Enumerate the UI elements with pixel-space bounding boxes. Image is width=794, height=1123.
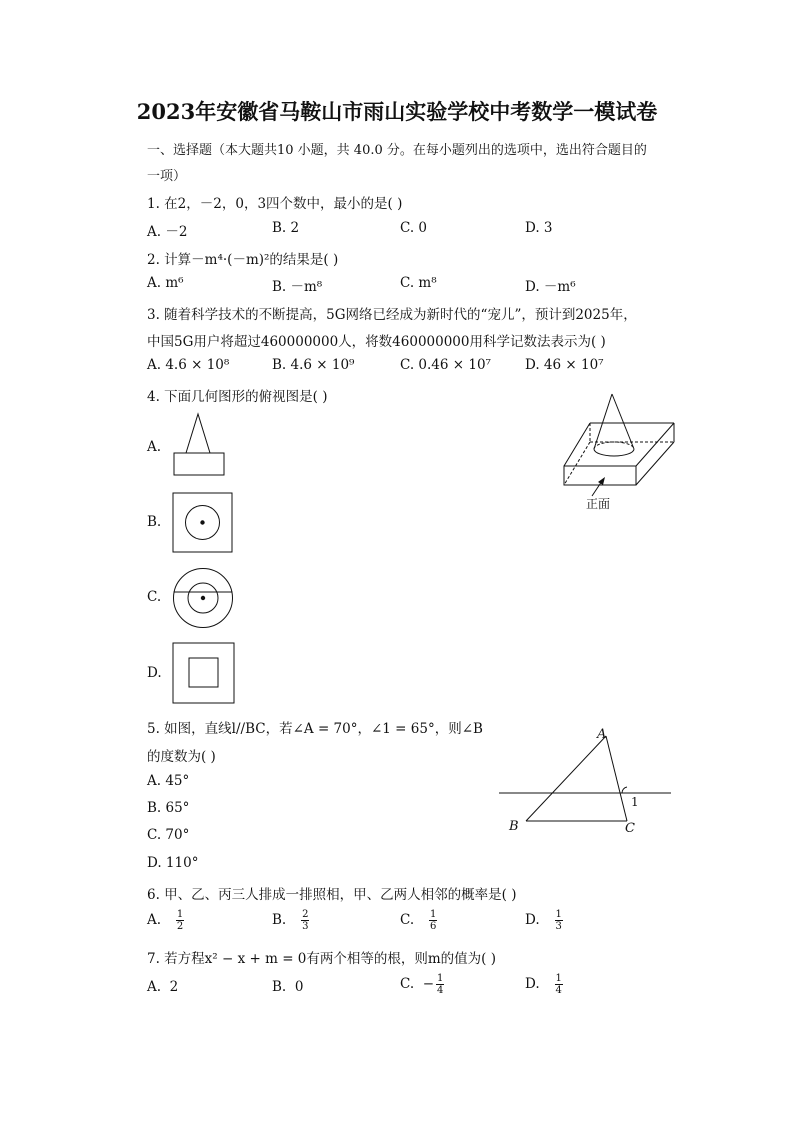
q7-option-b: B. 0 — [272, 979, 304, 995]
q4-solid-figure — [560, 392, 676, 516]
question-3-stem-line2: 中国5G用户将超过460000000人，将数460000000用科学记数法表示为( ) — [147, 334, 606, 350]
question-6-stem: 6. 甲、乙、丙三人排成一排照相，甲、乙两人相邻的概率是( ) — [147, 887, 517, 903]
question-3-stem-line1: 3. 随着科学技术的不断提高，5G网络已经成为新时代的“宠儿”，预计到2025年， — [147, 307, 637, 323]
q2-option-a: A. m⁶ — [147, 275, 184, 291]
q2-option-b: B. －m⁸ — [272, 279, 323, 295]
vertex-c-label: C — [625, 821, 635, 836]
fraction: $\frac{1}{3}$ — [555, 909, 562, 932]
front-view-label: 正面 — [586, 497, 611, 511]
q6-option-a: A. $\frac{1}{2}$ — [147, 909, 184, 932]
vertex-b-label: B — [509, 819, 519, 834]
question-5-stem-line2: 的度数为( ) — [147, 749, 216, 765]
q4-option-b-figure — [172, 492, 234, 554]
question-5-stem-line1: 5. 如图，直线l//BC，若∠A = 70°，∠1 = 65°，则∠B — [147, 721, 483, 737]
page-title: 2023年安徽省马鞍山市雨山实验学校中考数学一模试卷 — [136, 99, 658, 124]
fraction: $\frac{2}{3}$ — [302, 909, 309, 932]
question-4-stem: 4. 下面几何图形的俯视图是( ) — [147, 389, 328, 405]
q1-option-d: D. 3 — [525, 220, 553, 236]
angle-1-label: 1 — [631, 795, 639, 809]
q5-option-a: A. 45° — [147, 773, 190, 789]
fraction: $\frac{1}{2}$ — [176, 909, 184, 932]
q1-option-c: C. 0 — [400, 220, 428, 236]
section-heading: 一、选择题（本大题共10 小题，共 40.0 分。在每小题列出的选项中，选出符合题目的 — [147, 143, 647, 158]
vertex-a-label: A — [597, 727, 607, 742]
q2-option-c: C. m⁸ — [400, 275, 437, 291]
q5-option-c: C. 70° — [147, 827, 190, 843]
section-heading-cont: 一项） — [147, 169, 187, 184]
q3-option-b: B. 4.6 × 10⁹ — [272, 357, 355, 373]
q3-option-c: C. 0.46 × 10⁷ — [400, 357, 491, 373]
question-7-stem: 7. 若方程x² − x + m = 0有两个相等的根，则m的值为( ) — [147, 951, 497, 967]
q4-option-c-label: C. — [147, 589, 162, 605]
q4-option-d-figure — [172, 642, 236, 704]
q6-option-d: D. $\frac{1}{3}$ — [525, 909, 562, 932]
q4-option-b-label: B. — [147, 514, 162, 530]
q5-option-d: D. 110° — [147, 855, 199, 871]
q5-option-b: B. 65° — [147, 800, 190, 816]
q3-option-a: A. 4.6 × 10⁸ — [147, 357, 230, 373]
q4-option-d-label: D. — [147, 665, 162, 681]
q5-triangle-figure — [496, 724, 676, 836]
q4-option-a-label: A. — [147, 439, 162, 455]
fraction: $\frac{1}{4}$ — [555, 973, 562, 996]
fraction: $\frac{1}{6}$ — [430, 909, 437, 932]
q2-option-d: D. －m⁶ — [525, 279, 576, 295]
q4-option-c-figure — [171, 567, 235, 631]
q7-option-c: C. − $\frac{1}{4}$ — [400, 973, 444, 996]
q1-option-a: A. －2 — [147, 224, 188, 240]
question-1-stem: 1. 在2，－2，0，3四个数中，最小的是( ) — [147, 196, 403, 212]
q7-option-d: D. $\frac{1}{4}$ — [525, 973, 562, 996]
q7-option-a: A. 2 — [147, 979, 179, 995]
q1-option-b: B. 2 — [272, 220, 300, 236]
q3-option-d: D. 46 × 10⁷ — [525, 357, 604, 373]
fraction: $\frac{1}{4}$ — [437, 973, 444, 996]
q6-option-c: C. $\frac{1}{6}$ — [400, 909, 437, 932]
q6-option-b: B. $\frac{2}{3}$ — [272, 909, 309, 932]
q4-option-a-figure — [172, 414, 226, 478]
question-2-stem: 2. 计算－m⁴·(－m)²的结果是( ) — [147, 252, 339, 268]
